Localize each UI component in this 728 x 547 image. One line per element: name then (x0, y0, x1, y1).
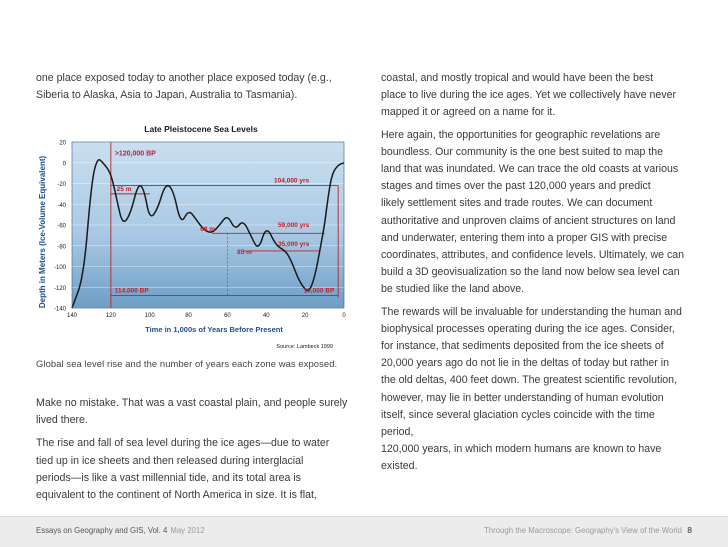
x-tick-label: 100 (144, 313, 155, 319)
x-tick-label: 80 (185, 313, 192, 319)
annotation-label: 35,000 yrs (277, 240, 310, 248)
x-tick-label: 40 (262, 313, 270, 319)
annotation-label: 10,000 BP (303, 287, 335, 295)
chart-title: Late Pleistocene Sea Levels (144, 124, 258, 134)
y-tick-label: -80 (57, 244, 66, 251)
page-footer (0, 516, 728, 547)
paragraph: one place exposed today to another place exposed today (e.g., Siberia to Alaska, Asia to Japan, Australia to Tasmania). (36, 72, 332, 102)
footer-date: May 2012 (170, 526, 205, 535)
paragraph: The rise and fall of sea level during the ice ages—due to water tied up in ice sheets and then released during interglacial periods—is like a vast millennial tide, and its total area is equivalent to the continent of North America in size. It is flat, (36, 437, 330, 502)
paragraph: Make no mistake. That was a vast coastal plain, and people surely lived there. (36, 397, 348, 427)
annotation-label: 104,000 yrs (274, 177, 310, 185)
annotation-label: 85 m (237, 249, 252, 257)
paragraph: coastal, and mostly tropical and would have been the best place to live during the ice ages. Yet we collectively have never mapped it or agreed on a name for it. (381, 72, 677, 119)
x-tick-label: 140 (66, 313, 78, 319)
footer-series: Essays on Geography and GIS, Vol. 4 May 2012 (36, 526, 205, 535)
chart-source: Source: Lambeck 1999 (276, 344, 333, 350)
annotation-label: 114,000 BP (114, 287, 149, 295)
y-tick-label: -60 (57, 223, 66, 230)
y-tick-label: -40 (57, 202, 66, 209)
x-tick-label: 20 (301, 313, 309, 319)
y-tick-label: -120 (53, 285, 66, 292)
figure-caption: Global sea level rise and the number of years each zone was exposed. (36, 358, 338, 369)
y-tick-label: -20 (57, 182, 66, 188)
page-number: 8 (687, 525, 692, 535)
x-tick-label: 60 (224, 313, 231, 319)
x-tick-label: 120 (105, 313, 116, 319)
y-axis-label: Depth in Meters (Ice-Volume Equivalent) (38, 155, 47, 309)
annotation-label: 25 m (116, 185, 132, 193)
annotation-label: >120,000 BP (114, 150, 156, 158)
y-tick-label: -100 (53, 265, 66, 271)
left-column-top-text (36, 70, 356, 104)
footer-book-title: Through the Macroscope: Geography's View of the World (484, 526, 682, 535)
right-column-text (381, 70, 687, 476)
y-tick-label: 20 (59, 140, 66, 147)
y-tick-label: 0 (62, 161, 66, 168)
chart-svg (36, 120, 356, 350)
paragraph: Here again, the opportunities for geographic revelations are boundless. Our community is the one best suited to map the land that was inundated. We can trace the old coasts at various stages and times over the past 120,000 years and predict likely settlement sites and trade routes. We can document authoritative and unproven claims of ancient structures on land and underwater, entering them into a proper GIS with precise coordinates, attributes, and confidence levels. Ultimately, we can build a 3D geovisualization so the land now below sea level can be studied like the land above. (381, 128, 685, 296)
y-tick-label: -140 (53, 306, 66, 313)
x-tick-label: 0 (342, 313, 346, 319)
left-column-bottom-text (36, 395, 356, 504)
paragraph: The rewards will be invaluable for understanding the human and biophysical processes operating during the ice ages. Consider, for instance, that sediments deposited from the ice sheets of 20,000 years ago do not lie in the deltas of today but rather in the old deltas, 400 feet down. The greatest scientific revolution, however, may lie in better understanding of human evolution itself, since several glaciation cycles coincide with the time period, 120,000 years, in which modern humans are known to have existed. (381, 305, 682, 473)
annotation-label: 68 m (200, 226, 216, 234)
sea-level-chart (36, 120, 356, 350)
plot-area (54, 141, 346, 320)
x-axis-label: Time in 1,000s of Years Before Present (145, 325, 283, 334)
annotation-label: 59,000 yrs (277, 222, 310, 230)
